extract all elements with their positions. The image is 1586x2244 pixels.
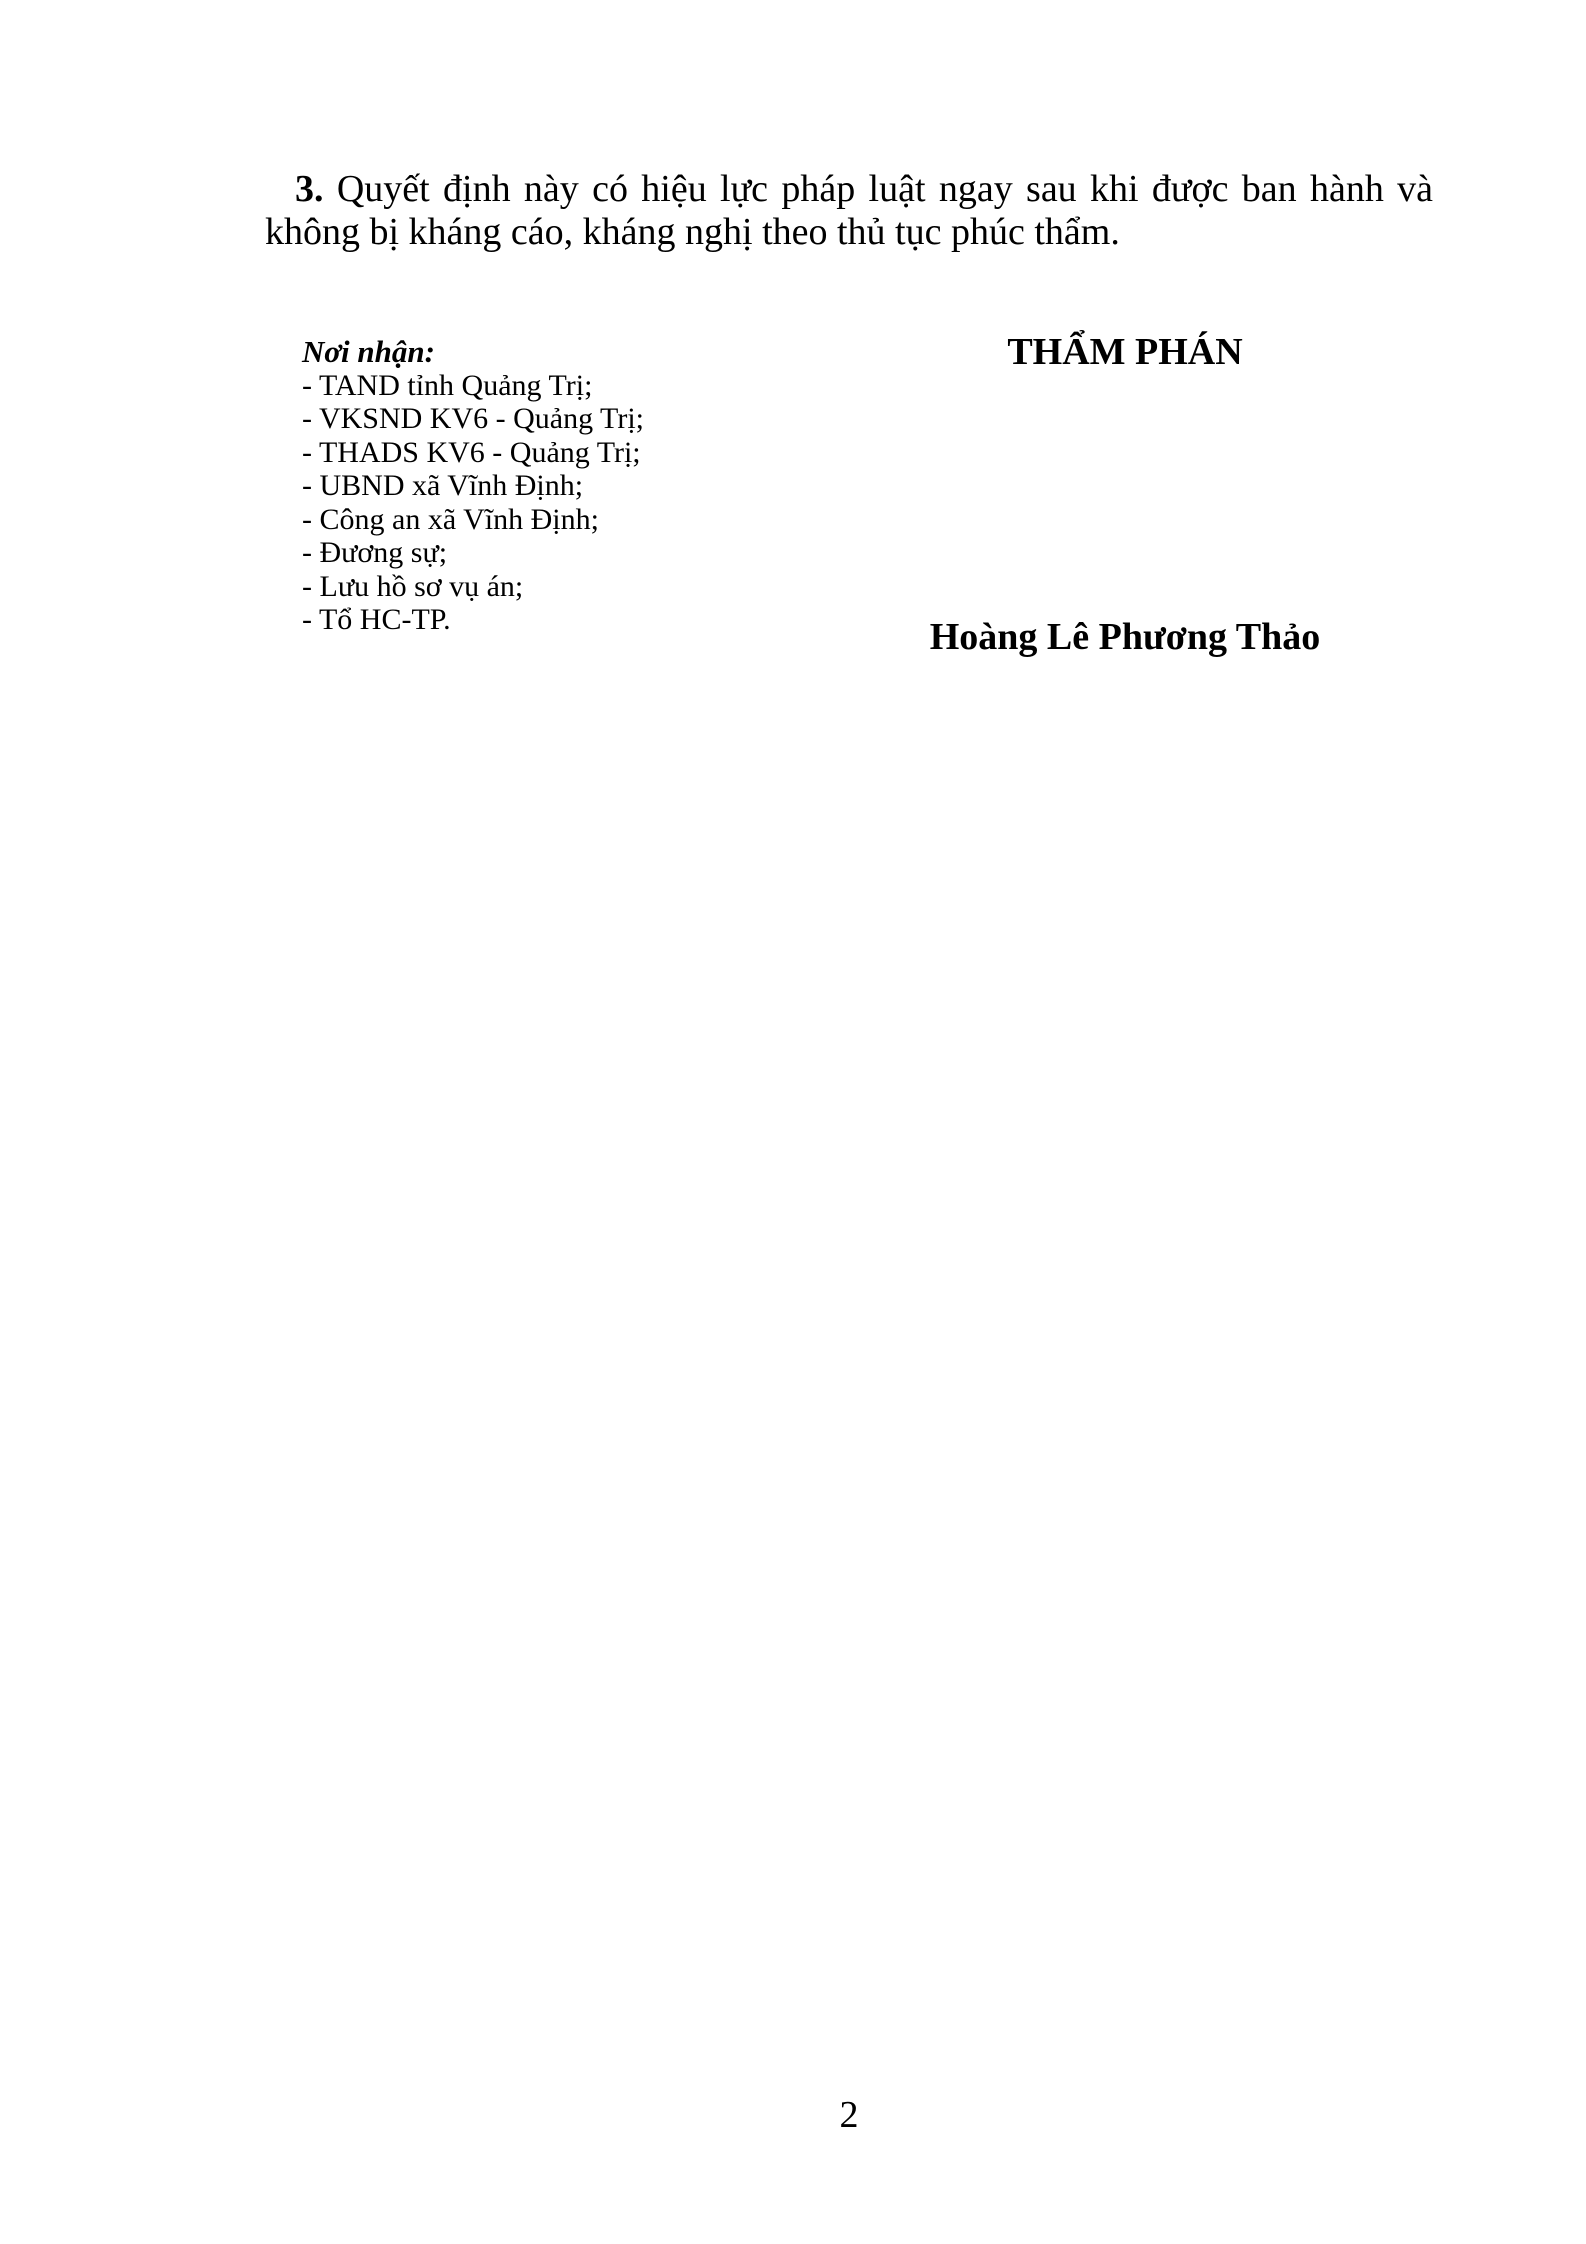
recipient-item: - Công an xã Vĩnh Định; (302, 502, 599, 536)
recipient-item: - Lưu hồ sơ vụ án; (302, 569, 524, 603)
recipient-item: - VKSND KV6 - Quảng Trị; (302, 402, 644, 435)
judge-name: Hoàng Lê Phương Thảo (929, 616, 1321, 658)
judge-title: THẨM PHÁN (1007, 331, 1243, 373)
recipients-block (302, 335, 644, 637)
clause-number: 3. (295, 168, 324, 210)
recipient-item: - TAND tỉnh Quảng Trị; (302, 368, 593, 402)
recipients-title: Nơi nhận: (302, 334, 435, 369)
recipient-item: - Tổ HC-TP. (302, 603, 451, 636)
recipient-item: - Đương sự; (302, 536, 448, 569)
recipient-item: - THADS KV6 - Quảng Trị; (302, 435, 641, 469)
clause-text: Quyết định này có hiệu lực pháp luật ngay sau khi được ban hành và không bị kháng cáo, kháng nghị theo thủ tục phúc thẩm. (265, 168, 1434, 253)
recipient-item: - UBND xã Vĩnh Định; (302, 469, 584, 502)
page-number: 2 (839, 2094, 859, 2136)
clause-3-paragraph (265, 168, 1433, 254)
